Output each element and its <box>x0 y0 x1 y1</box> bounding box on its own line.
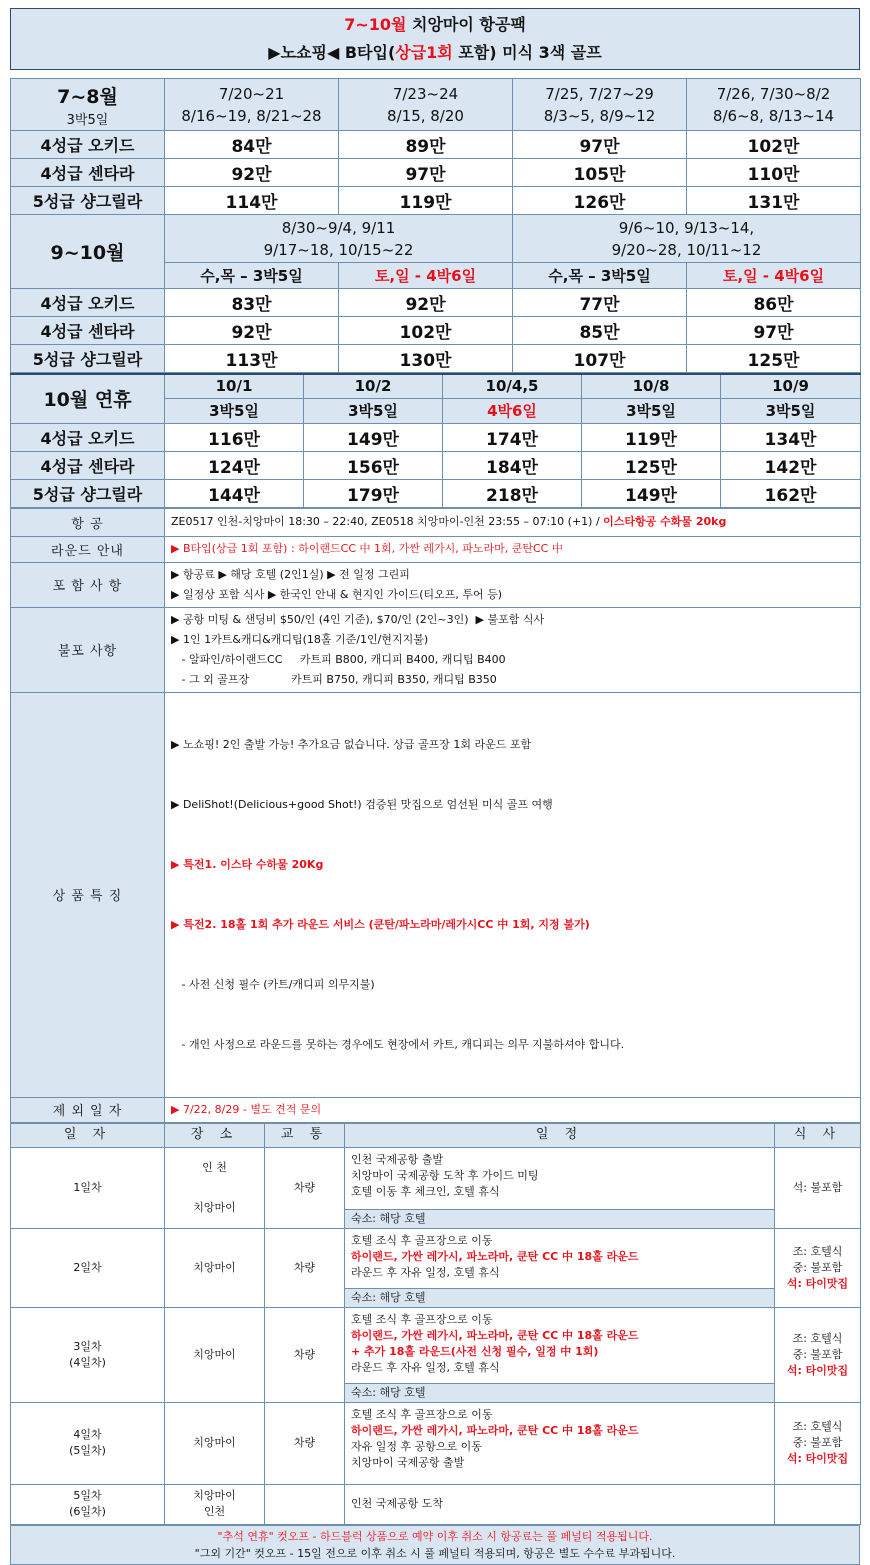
price-cell: 113만 <box>165 345 339 373</box>
hotel-name: 4성급 센타라 <box>11 159 165 187</box>
price-cell: 134만 <box>721 423 861 451</box>
hotel-row: 숙소: 해당 호텔 <box>345 1288 775 1307</box>
price-cell: 84만 <box>165 131 339 159</box>
round-label: 라운드 안내 <box>11 536 165 562</box>
price-cell: 162만 <box>721 479 861 507</box>
schedule-header: 식 사 <box>775 1123 861 1147</box>
transport-cell: 차량 <box>265 1307 345 1402</box>
included-label: 포 함 사 항 <box>11 562 165 607</box>
hotel-row: 숙소: 해당 호텔 <box>345 1209 775 1228</box>
place-cell: 인 천 치앙마이 <box>165 1147 265 1228</box>
subtitle-red: 상급1회 <box>395 43 453 62</box>
price-cell: 174만 <box>443 423 582 451</box>
schedule-header: 일 자 <box>11 1123 165 1147</box>
flight-info: ZE0517 인천-치앙마이 18:30 – 22:40, ZE0518 치앙마이-인천 23:55 – 07:10 (+1) / 이스타항공 수화물 20kg <box>165 508 861 536</box>
october-date: 10/8 <box>582 374 721 398</box>
october-date: 10/1 <box>165 374 304 398</box>
itinerary-cell: 인천 국제공항 출발 치앙마이 국제공항 도착 후 가이드 미팅 호텔 이동 후 체크인, 호텔 휴식 <box>345 1147 775 1209</box>
price-cell: 184만 <box>443 451 582 479</box>
price-cell: 83만 <box>165 289 339 317</box>
itinerary-cell: 인천 국제공항 도착 <box>345 1484 775 1524</box>
hotel-name: 4성급 오키드 <box>11 289 165 317</box>
summer-period-1: 7/23~24 8/15, 8/20 <box>339 79 513 131</box>
hotel-name: 4성급 센타라 <box>11 317 165 345</box>
summer-label-cell <box>11 79 165 131</box>
meal-cell: 조: 호텔식 중: 불포함 석: 타이맛집 <box>775 1307 861 1402</box>
exclusion-dates: ▶ 7/22, 8/29 - 별도 견적 문의 <box>165 1097 861 1122</box>
place-cell: 치앙마이 <box>165 1402 265 1484</box>
subtitle-a: ▶노쇼핑◀ B타입( <box>268 43 396 62</box>
day-cell: 3일차 (4일차) <box>11 1307 165 1402</box>
price-cell: 105만 <box>513 159 687 187</box>
exclusion-dates-label: 제 외 일 자 <box>11 1097 165 1122</box>
price-cell: 97만 <box>513 131 687 159</box>
meal-cell <box>775 1484 861 1524</box>
subtitle-b: 포함) 미식 3색 골프 <box>452 43 602 62</box>
price-cell: 218만 <box>443 479 582 507</box>
cutoff-other: "그외 기간" 컷오프 - 15일 전으로 이후 취소 시 풀 페널티 적용되며, 항공은 별도 수수료 부과됩니다. <box>194 1546 676 1560</box>
autumn-days: 토,일 - 4박6일 <box>687 263 861 289</box>
october-date: 10/4,5 <box>443 374 582 398</box>
price-cell: 110만 <box>687 159 861 187</box>
place-cell: 치앙마이 인천 <box>165 1484 265 1524</box>
day-cell: 2일차 <box>11 1228 165 1307</box>
price-cell: 85만 <box>513 317 687 345</box>
itinerary-cell: 호텔 조식 후 골프장으로 이동 하이랜드, 가싼 레가시, 파노라마, 쿤탄 CC 中 18홀 라운드 라운드 후 자유 일정, 호텔 휴식 <box>345 1228 775 1288</box>
round-info: ▶ B타입(상급 1회 포함) : 하이랜드CC 中 1회, 가싼 레가시, 파노라마, 쿤탄CC 中 <box>165 536 861 562</box>
transport-cell: 차량 <box>265 1147 345 1228</box>
schedule-header: 장 소 <box>165 1123 265 1147</box>
summer-period-3: 7/26, 7/30~8/2 8/6~8, 8/13~14 <box>687 79 861 131</box>
meal-cell: 조: 호텔식 중: 불포함 석: 타이맛집 <box>775 1228 861 1307</box>
hotel-name: 4성급 센타라 <box>11 451 165 479</box>
autumn-label: 9~10월 <box>50 242 125 264</box>
october-label: 10월 연휴 <box>43 389 132 412</box>
october-nights: 3박5일 <box>582 398 721 423</box>
autumn-days: 토,일 - 4박6일 <box>339 263 513 289</box>
transport-cell: 차량 <box>265 1402 345 1484</box>
price-cell: 89만 <box>339 131 513 159</box>
price-cell: 92만 <box>165 317 339 345</box>
autumn-days: 수,목 – 3박5일 <box>165 263 339 289</box>
place-cell: 치앙마이 <box>165 1307 265 1402</box>
day-cell: 5일차 (6일차) <box>11 1484 165 1524</box>
features-label: 상 품 특 징 <box>11 692 165 1097</box>
hotel-name: 4성급 오키드 <box>11 131 165 159</box>
autumn-label-cell <box>11 215 165 289</box>
price-table-october <box>10 373 861 508</box>
price-table-summer-autumn <box>10 78 861 373</box>
hotel-name: 5성급 샹그릴라 <box>11 479 165 507</box>
schedule-table <box>10 1123 861 1525</box>
package-page <box>10 8 860 1565</box>
cutoff-notice <box>10 1525 860 1565</box>
cutoff-holiday: "추석 연휴" 컷오프 - 하드블럭 상품으로 예약 이후 취소 시 항공료는 풀 페널티 적용됩니다. <box>217 1529 653 1543</box>
october-nights: 3박5일 <box>721 398 861 423</box>
features-info: ▶ 노쇼핑! 2인 출발 가능! 추가요금 없습니다. 상급 골프장 1회 라운드 포함 ▶ DeliShot!(Delicious+good Shot!) 검증된 맛집으로 엄선된 미식 골프 여행 ▶ 특전1. 이스타 수하물 20Kg ▶ 특전2. 18홀 1회 추가 라운드 서비스 (쿤탄/파노라마/레가시CC 中 1회, 지정 불가) - 사전 신청 필수 (카트/캐디피 의무지불) - 개인 사정으로 라운드를 못하는 경우에도 현장에서 카트, 캐디피는 의무 지불하셔야 합니다. <box>165 692 861 1097</box>
hotel-name: 5성급 샹그릴라 <box>11 187 165 215</box>
schedule-header: 교 통 <box>265 1123 345 1147</box>
flight-label: 항 공 <box>11 508 165 536</box>
price-cell: 92만 <box>339 289 513 317</box>
excluded-label: 불포 사항 <box>11 607 165 692</box>
title-months: 7~10월 <box>344 15 407 34</box>
price-cell: 144만 <box>165 479 304 507</box>
price-cell: 142만 <box>721 451 861 479</box>
summer-sub: 3박5일 <box>66 112 109 128</box>
itinerary-cell: 호텔 조식 후 골프장으로 이동 하이랜드, 가싼 레가시, 파노라마, 쿤탄 CC 中 18홀 라운드 + 추가 18홀 라운드(사전 신청 필수, 일정 中 1회) 라운드 후 자유 일정, 호텔 휴식 <box>345 1307 775 1383</box>
price-cell: 149만 <box>304 423 443 451</box>
cutoff-text <box>11 1525 860 1564</box>
hotel-name: 5성급 샹그릴라 <box>11 345 165 373</box>
price-cell: 125만 <box>687 345 861 373</box>
itinerary-cell: 호텔 조식 후 골프장으로 이동 하이랜드, 가싼 레가시, 파노라마, 쿤탄 CC 中 18홀 라운드 자유 일정 후 공항으로 이동 치앙마이 국제공항 출발 <box>345 1402 775 1484</box>
october-nights: 4박6일 <box>443 398 582 423</box>
october-label-cell <box>11 374 165 423</box>
price-cell: 114만 <box>165 187 339 215</box>
price-cell: 92만 <box>165 159 339 187</box>
title-main: 치앙마이 항공팩 <box>406 15 526 34</box>
price-cell: 119만 <box>339 187 513 215</box>
price-cell: 149만 <box>582 479 721 507</box>
hotel-name: 4성급 오키드 <box>11 423 165 451</box>
transport-cell: 차량 <box>265 1228 345 1307</box>
summer-period-0: 7/20~21 8/16~19, 8/21~28 <box>165 79 339 131</box>
price-cell: 97만 <box>339 159 513 187</box>
price-cell: 107만 <box>513 345 687 373</box>
summer-label: 7~8월 <box>57 85 118 108</box>
title-block <box>10 8 860 70</box>
hotel-row: 숙소: 해당 호텔 <box>345 1383 775 1402</box>
october-nights: 3박5일 <box>165 398 304 423</box>
summer-period-2: 7/25, 7/27~29 8/3~5, 8/9~12 <box>513 79 687 131</box>
october-date: 10/2 <box>304 374 443 398</box>
price-cell: 130만 <box>339 345 513 373</box>
price-cell: 102만 <box>687 131 861 159</box>
place-cell: 치앙마이 <box>165 1228 265 1307</box>
october-nights: 3박5일 <box>304 398 443 423</box>
price-cell: 124만 <box>165 451 304 479</box>
price-cell: 126만 <box>513 187 687 215</box>
price-cell: 86만 <box>687 289 861 317</box>
price-cell: 156만 <box>304 451 443 479</box>
schedule-header: 일 정 <box>345 1123 775 1147</box>
price-cell: 77만 <box>513 289 687 317</box>
meal-cell: 석: 불포함 <box>775 1147 861 1228</box>
included-info: ▶ 항공료 ▶ 해당 호텔 (2인1실) ▶ 전 일정 그린피 ▶ 일정상 포함 식사 ▶ 한국인 안내 & 현지인 가이드(티오프, 투어 등) <box>165 562 861 607</box>
title <box>11 9 860 70</box>
price-cell: 179만 <box>304 479 443 507</box>
price-cell: 125만 <box>582 451 721 479</box>
transport-cell <box>265 1484 345 1524</box>
day-cell: 4일차 (5일차) <box>11 1402 165 1484</box>
price-cell: 116만 <box>165 423 304 451</box>
excluded-info: ▶ 공항 미팅 & 샌딩비 $50/인 (4인 기준), $70/인 (2인~3인) ▶ 불포함 식사 ▶ 1인 1카트&캐디&캐디팁(18홀 기준/1인/현지지불) - 알파인/하이랜드CC 카트피 B800, 캐디피 B400, 캐디팁 B400 - 그 외 골프장 카트피 B750, 캐디피 B350, 캐디팁 B350 <box>165 607 861 692</box>
meal-cell: 조: 호텔식 중: 불포함 석: 타이맛집 <box>775 1402 861 1484</box>
price-cell: 131만 <box>687 187 861 215</box>
price-cell: 97만 <box>687 317 861 345</box>
day-cell: 1일차 <box>11 1147 165 1228</box>
info-table <box>10 508 861 1123</box>
price-cell: 119만 <box>582 423 721 451</box>
october-date: 10/9 <box>721 374 861 398</box>
autumn-group-1: 9/6~10, 9/13~14, 9/20~28, 10/11~12 <box>513 215 861 263</box>
autumn-group-0: 8/30~9/4, 9/11 9/17~18, 10/15~22 <box>165 215 513 263</box>
autumn-days: 수,목 – 3박5일 <box>513 263 687 289</box>
price-cell: 102만 <box>339 317 513 345</box>
